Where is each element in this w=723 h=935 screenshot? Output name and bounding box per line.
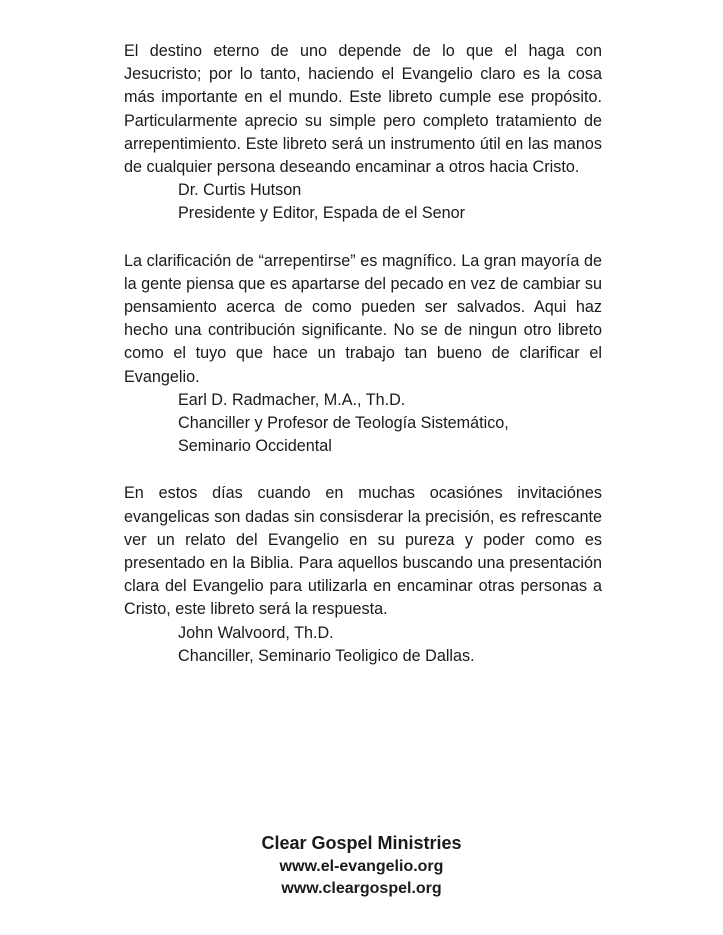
endorsement-radmacher: [124, 250, 602, 459]
endorsement-attribution: [124, 389, 602, 459]
endorsement-quote: En estos días cuando en muchas ocasiónes invitaciónes evangelicas son dadas sin consisderar la precisión, es refrescante ver un relato del Evangelio en su pureza y poder como es presentado en la Biblia. Para aquellos buscando una presentación clara del Evangelio para utilizarla en encaminar otras personas a Cristo, este libreto será la respuesta.: [124, 484, 602, 619]
website-link[interactable]: www.cleargospel.org: [281, 880, 442, 897]
endorser-title: Chanciller y Profesor de Teología Sistemático,: [178, 414, 509, 433]
endorsement-quote: La clarificación de “arrepentirse” es magnífico. La gran mayoría de la gente piensa que es apartarse del pecado en vez de cambiar su pensamiento acerca de como pueden ser salvados. Aqui haz hecho una contribución significante. No se de ningun otro libreto como el tuyo que hace un trabajo tan bueno de clarificar el Evangelio.: [124, 251, 602, 386]
endorser-title: Presidente y Editor, Espada de el Senor: [178, 204, 466, 223]
endorsement-hutson: [124, 40, 602, 226]
endorsements-section: [124, 40, 602, 692]
website-link[interactable]: www.el-evangelio.org: [279, 858, 444, 875]
endorser-name: Earl D. Radmacher, M.A., Th.D.: [178, 390, 406, 409]
endorsement-walvoord: [124, 482, 602, 668]
endorsement-attribution: [124, 622, 602, 668]
endorsement-attribution: [124, 179, 602, 225]
endorsement-quote: El destino eterno de uno depende de lo que el haga con Jesucristo; por lo tanto, haciendo el Evangelio claro es la cosa más importante en el mundo. Este libreto cumple ese propósito. Particularmente aprecio su simple pero completo tratamiento de arrepentimiento. Este libreto será un instrumento útil en las manos de cualquier persona deseando encaminar a otros hacia Cristo.: [124, 42, 602, 177]
endorser-name: Dr. Curtis Hutson: [178, 181, 302, 200]
endorser-title: Chanciller, Seminario Teoligico de Dallas.: [178, 646, 475, 665]
endorser-institution: Seminario Occidental: [178, 437, 332, 456]
organization-name: Clear Gospel Ministries: [261, 833, 462, 853]
ministry-footer: [0, 830, 723, 900]
endorser-name: John Walvoord, Th.D.: [178, 623, 334, 642]
